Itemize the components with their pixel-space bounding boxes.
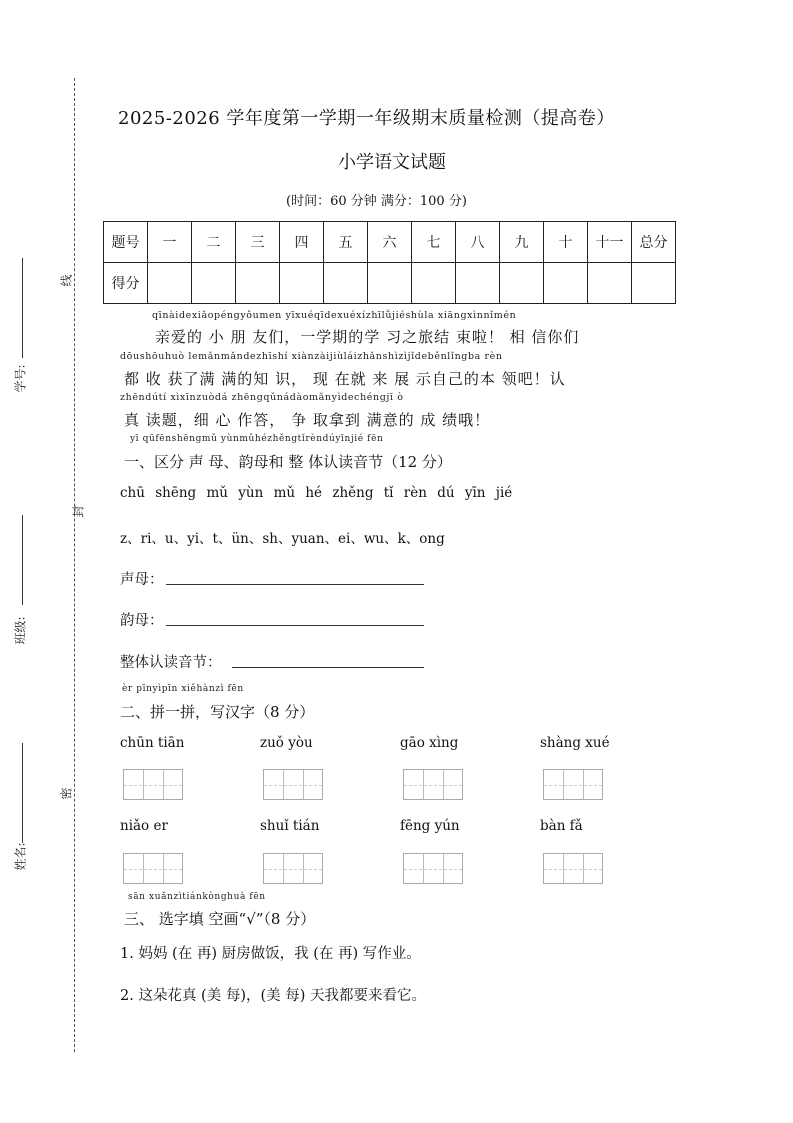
exam-subtitle: 小学语文试题 — [338, 152, 446, 173]
shengmu-answer-line[interactable] — [166, 584, 424, 585]
word-pinyin-1: chūn tiān — [120, 735, 185, 751]
score-table-header-row — [104, 222, 676, 263]
score-cell[interactable] — [544, 263, 588, 304]
shengmu-label: 声母： — [120, 572, 164, 588]
score-header: 总分 — [632, 222, 676, 263]
section3-title: 三、 选字填 空画“√”（8 分） — [124, 910, 316, 928]
margin-seal-char: 封 — [71, 505, 86, 518]
writing-grid[interactable] — [403, 853, 463, 884]
name-label: 姓名: — [13, 842, 28, 871]
intro-pinyin-3: zhēndútí xìxīnzuòdá zhēngqǔnádàomǎnyìdechéngjī ò — [120, 392, 404, 403]
exam-title: 2025-2026 学年度第一学期一年级期末质量检测（提高卷） — [118, 108, 615, 129]
word-pinyin-2: zuǒ yòu — [260, 735, 313, 751]
score-cell[interactable] — [280, 263, 324, 304]
score-cell[interactable] — [456, 263, 500, 304]
score-cell[interactable] — [412, 263, 456, 304]
student-id-label: 学号: — [13, 364, 28, 393]
yunmu-answer-line[interactable] — [166, 625, 424, 626]
name-blank[interactable] — [22, 743, 23, 843]
question-2: 2. 这朵花真 (美 每)，(美 每) 天我都要来看它。 — [120, 988, 427, 1004]
intro-line-1: 亲爱的 小 朋 友们，一学期的学 习之旅结 束啦！ 相 信你们 — [155, 328, 580, 346]
score-cell[interactable] — [588, 263, 632, 304]
score-header: 十一 — [588, 222, 632, 263]
score-header: 八 — [456, 222, 500, 263]
word-pinyin-4: shàng xué — [540, 735, 610, 751]
class-label: 班级: — [13, 616, 28, 645]
writing-grid[interactable] — [543, 769, 603, 800]
score-header: 七 — [412, 222, 456, 263]
section1-pinyin-line: chū shēng mǔ yùn mǔ hé zhěng tǐ rèn dú yīn jié — [120, 485, 513, 501]
score-header: 五 — [324, 222, 368, 263]
section1-items: z、ri、u、yi、t、ün、sh、yuan、ei、wu、k、ong — [120, 531, 445, 547]
time-info: (时间：60 分钟 满分：100 分) — [286, 194, 467, 209]
class-blank[interactable] — [22, 515, 23, 605]
zhengti-answer-line[interactable] — [232, 667, 424, 668]
margin-secret-char: 密 — [59, 787, 74, 800]
score-header: 十 — [544, 222, 588, 263]
question-1: 1. 妈妈 (在 再) 厨房做饭，我 (在 再) 写作业。 — [120, 946, 421, 962]
score-header: 三 — [236, 222, 280, 263]
word-pinyin-6: shuǐ tián — [260, 818, 320, 834]
student-id-blank[interactable] — [22, 258, 23, 358]
word-pinyin-7: fēng yún — [400, 818, 460, 834]
intro-pinyin-2: dōushōuhuò lemǎnmǎndezhīshí xiànzàijiùláizhǎnshìzìjǐdeběnlǐngba rèn — [120, 351, 503, 362]
score-row-label: 得分 — [104, 263, 148, 304]
score-header: 九 — [500, 222, 544, 263]
writing-grid[interactable] — [123, 853, 183, 884]
intro-line-3: 真 读题，细 心 作答， 争 取拿到 满意的 成 绩哦！ — [124, 411, 491, 429]
score-header: 六 — [368, 222, 412, 263]
writing-grid[interactable] — [123, 769, 183, 800]
intro-pinyin-1: qīnàidexiǎopéngyǒumen yīxuéqīdexuéxízhīlǚjiéshùla xiāngxìnnǐmén — [152, 310, 517, 321]
score-header: 四 — [280, 222, 324, 263]
score-table-score-row — [104, 263, 676, 304]
score-cell[interactable] — [632, 263, 676, 304]
writing-grid[interactable] — [543, 853, 603, 884]
score-header: 二 — [192, 222, 236, 263]
score-header: 题号 — [104, 222, 148, 263]
section1-title: 一、区分 声 母、韵母和 整 体认读音节（12 分） — [124, 453, 452, 471]
word-pinyin-5: niǎo er — [120, 818, 168, 834]
binding-dashed-line — [74, 78, 75, 1052]
score-header: 一 — [148, 222, 192, 263]
zhengti-label: 整体认读音节： — [120, 655, 222, 671]
section2-title: 二、拼一拼，写汉字（8 分） — [120, 703, 315, 721]
section2-pinyin: èr pīnyìpīn xiěhànzì fēn — [122, 684, 244, 694]
score-table — [103, 221, 676, 304]
score-cell[interactable] — [192, 263, 236, 304]
yunmu-label: 韵母： — [120, 613, 164, 629]
score-cell[interactable] — [368, 263, 412, 304]
score-cell[interactable] — [500, 263, 544, 304]
writing-grid[interactable] — [403, 769, 463, 800]
intro-line-2: 都 收 获了满 满的知 识， 现 在就 来 展 示自己的本 领吧！认 — [124, 370, 566, 388]
writing-grid[interactable] — [263, 853, 323, 884]
margin-line-char: 线 — [59, 274, 74, 287]
section3-pinyin: sān xuǎnzìtiánkònghuà fēn — [128, 892, 266, 902]
score-cell[interactable] — [148, 263, 192, 304]
writing-grid[interactable] — [263, 769, 323, 800]
word-pinyin-3: gāo xìng — [400, 735, 459, 751]
score-cell[interactable] — [236, 263, 280, 304]
section1-pinyin: yī qūfēnshēngmǔ yùnmǔhézhěngtǐrèndúyīnjié fēn — [130, 434, 384, 444]
score-cell[interactable] — [324, 263, 368, 304]
word-pinyin-8: bàn fǎ — [540, 818, 583, 834]
